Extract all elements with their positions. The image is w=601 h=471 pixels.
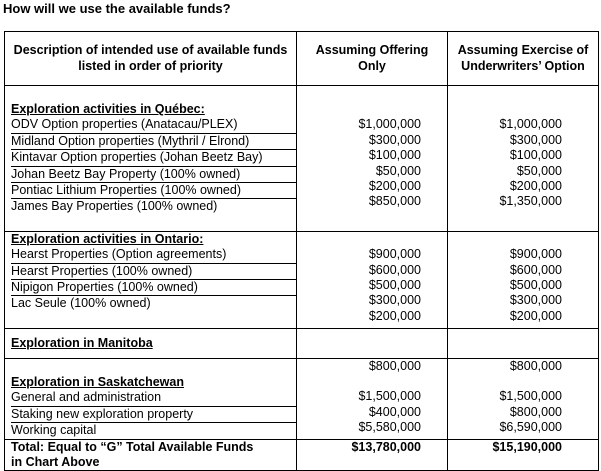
total-row [5,439,599,471]
total-label-cell [5,439,297,471]
quebec-exercise-value: $50,000 [516,163,562,178]
total-offering-value: $13,780,000 [351,439,421,454]
saskatchewan-exercise-value: $800,000 [509,404,562,419]
saskatchewan-section-title: Exploration in Saskatchewan [11,374,184,389]
header-row [5,32,599,86]
quebec-item-label: Pontiac Lithium Properties (100% owned) [11,183,296,199]
ontario-description-cell [5,231,297,328]
quebec-exercise-value: $1,000,000 [499,117,562,132]
quebec-offering-value: $200,000 [368,179,421,194]
saskatchewan-section [5,358,599,439]
manitoba-section [5,328,599,358]
quebec-offering-value: $300,000 [368,132,421,147]
header-exercise: Assuming Exercise of Underwriters’ Option [448,32,599,86]
manitoba-description-cell [5,328,297,358]
ontario-item-label: Nipigon Properties (100% owned) [11,280,296,296]
quebec-exercise-value: $1,350,000 [499,194,562,209]
saskatchewan-item-label: General and administration [11,390,296,406]
quebec-item-label: Johan Beetz Bay Property (100% owned) [11,167,296,183]
ontario-exercise-value: $900,000 [509,247,562,262]
manitoba-section-title: Exploration in Manitoba [11,335,153,350]
quebec-exercise-value: $100,000 [509,148,562,163]
ontario-offering-value: $200,000 [368,308,421,323]
ontario-offering-value: $300,000 [368,293,421,308]
total-exercise-cell [448,439,599,471]
saskatchewan-exercise-value: $1,500,000 [499,389,562,404]
quebec-section [5,86,599,232]
ontario-exercise-value: $300,000 [509,293,562,308]
ontario-offering-cell [297,231,448,328]
quebec-section-title: Exploration activities in Québec: [11,102,205,116]
total-label-line2: in Chart Above [11,454,100,469]
quebec-offering-value: $100,000 [368,148,421,163]
quebec-description-cell [5,86,297,232]
ontario-exercise-value: $600,000 [509,262,562,277]
saskatchewan-item-label: Staking new exploration property [11,407,296,423]
ontario-exercise-value: $200,000 [509,308,562,323]
ontario-exercise-cell [448,231,599,328]
ontario-section [5,231,599,328]
total-exercise-value: $15,190,000 [492,439,562,454]
ontario-section-title: Exploration activities in Ontario: [11,231,204,246]
quebec-offering-cell [297,86,448,232]
ontario-item-label: Lac Seule (100% owned) [11,296,151,311]
quebec-offering-value: $850,000 [368,194,421,209]
saskatchewan-offering-value: $1,500,000 [358,389,421,404]
ontario-item-label: Hearst Properties (100% owned) [11,264,296,280]
saskatchewan-exercise-cell [448,358,599,439]
header-description: Description of intended use of available funds listed in order of priority [5,32,297,86]
saskatchewan-offering-value: $5,580,000 [358,420,421,435]
saskatchewan-item-label: Working capital [11,423,97,438]
quebec-offering-value: $50,000 [375,163,421,178]
quebec-offering-value: $1,000,000 [358,117,421,132]
manitoba-offering-cell [297,328,448,358]
quebec-item-label: ODV Option properties (Anatacau/PLEX) [11,117,296,133]
ontario-offering-value: $600,000 [368,262,421,277]
header-offering: Assuming Offering Only [297,32,448,86]
saskatchewan-offering-cell [297,358,448,439]
quebec-item-label: Kintavar Option properties (Johan Beetz Bay) [11,150,296,166]
quebec-item-label: Midland Option properties (Mythril / Elrond) [11,134,296,150]
ontario-exercise-value: $500,000 [509,278,562,293]
quebec-exercise-value: $200,000 [509,179,562,194]
manitoba-exercise-value: $800,000 [509,358,562,373]
quebec-item-label: James Bay Properties (100% owned) [11,199,218,214]
quebec-exercise-value: $300,000 [509,132,562,147]
manitoba-offering-value: $800,000 [368,358,421,373]
saskatchewan-offering-value: $400,000 [368,404,421,419]
ontario-offering-value: $500,000 [368,278,421,293]
saskatchewan-exercise-value: $6,590,000 [499,420,562,435]
total-label-line1: Total: Equal to “G” Total Available Funds [11,439,254,454]
page-heading: How will we use the available funds? [3,1,231,16]
total-offering-cell [297,439,448,471]
saskatchewan-description-cell [5,358,297,439]
ontario-item-label: Hearst Properties (Option agreements) [11,247,296,263]
use-of-funds-table [4,31,599,471]
quebec-exercise-cell [448,86,599,232]
ontario-offering-value: $900,000 [368,247,421,262]
manitoba-exercise-cell [448,328,599,358]
